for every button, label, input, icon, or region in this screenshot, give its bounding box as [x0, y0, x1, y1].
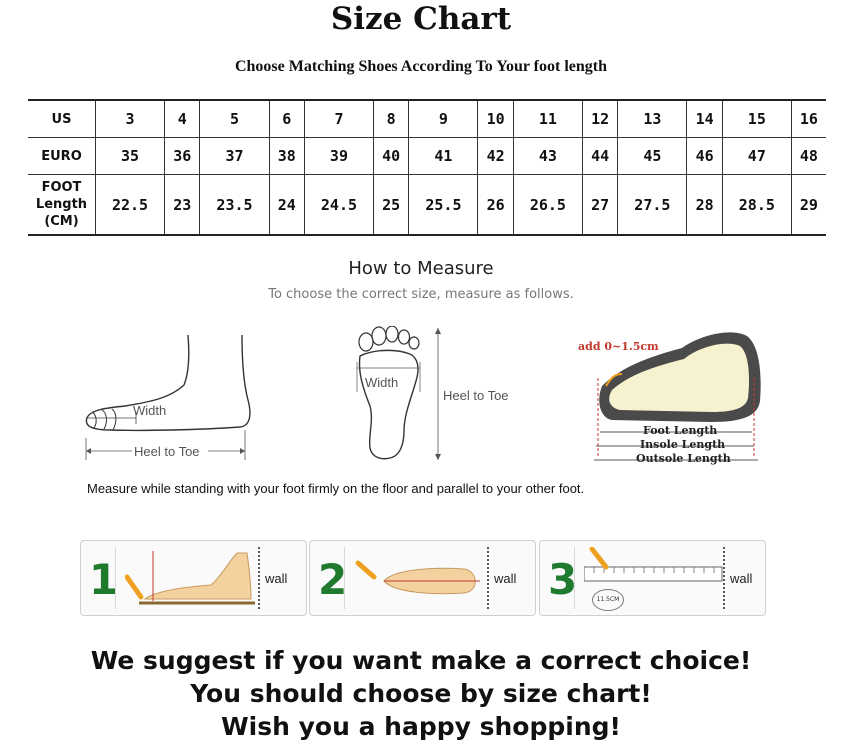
add-allowance-label: add 0~1.5cm	[578, 340, 659, 353]
step-number: 1	[89, 555, 119, 604]
euro-size: 42	[478, 138, 513, 175]
closing-line-2: You should choose by size chart!	[190, 679, 652, 708]
step-divider	[574, 547, 575, 609]
us-size: 4	[165, 100, 200, 138]
us-size: 14	[687, 100, 722, 138]
row-header-line: Length	[35, 197, 88, 212]
how-to-measure-title: How to Measure	[348, 258, 494, 279]
euro-size: 36	[165, 138, 200, 175]
euro-size: 43	[513, 138, 582, 175]
us-size: 8	[373, 100, 408, 138]
foot-length-cm: 25.5	[409, 175, 478, 236]
step-2-foot-icon	[354, 547, 494, 609]
foot-length-cm: 26.5	[513, 175, 582, 236]
foot-length-cm: 23.5	[200, 175, 269, 236]
step-1-foot-icon	[125, 547, 265, 609]
page-title: Size Chart	[330, 1, 512, 37]
euro-size: 37	[200, 138, 269, 175]
how-to-measure-subtitle: To choose the correct size, measure as follows.	[268, 287, 574, 302]
euro-size: 44	[582, 138, 617, 175]
insole-length-label: Insole Length	[640, 438, 726, 451]
foot-length-cm: 29	[791, 175, 826, 236]
size-row-foot-length	[28, 175, 826, 236]
size-table	[28, 99, 826, 236]
row-header-us: US	[28, 100, 96, 138]
side-width-label: Width	[133, 403, 167, 418]
closing-line-1: We suggest if you want make a correct choice!	[90, 646, 752, 675]
us-size: 16	[791, 100, 826, 138]
euro-size: 47	[722, 138, 791, 175]
foot-length-cm: 24	[269, 175, 304, 236]
wall-icon	[484, 547, 492, 609]
ruler-reading-text: 11.5CM	[596, 596, 620, 603]
wall-label: wall	[730, 571, 753, 586]
foot-length-cm: 26	[478, 175, 513, 236]
us-size: 6	[269, 100, 304, 138]
row-header-line: (CM)	[44, 214, 79, 229]
row-header-line: FOOT	[41, 180, 82, 195]
us-size: 12	[582, 100, 617, 138]
us-size: 5	[200, 100, 269, 138]
side-heel-toe-label: Heel to Toe	[134, 444, 200, 459]
foot-length-cm: 27	[582, 175, 617, 236]
foot-length-label: Foot Length	[643, 424, 718, 437]
foot-length-cm: 22.5	[96, 175, 165, 236]
us-size: 15	[722, 100, 791, 138]
step-divider	[344, 547, 345, 609]
step-3-panel	[539, 540, 766, 616]
us-size: 11	[513, 100, 582, 138]
euro-size: 39	[304, 138, 373, 175]
euro-size: 41	[409, 138, 478, 175]
foot-length-cm: 25	[373, 175, 408, 236]
step-number: 3	[548, 555, 578, 604]
page-subtitle: Choose Matching Shoes According To Your foot length	[234, 58, 608, 75]
us-size: 10	[478, 100, 513, 138]
sole-width-label: Width	[365, 375, 399, 390]
row-header-foot-length	[28, 175, 96, 236]
wall-label: wall	[494, 571, 517, 586]
euro-size: 40	[373, 138, 408, 175]
us-size: 3	[96, 100, 165, 138]
foot-length-cm: 28.5	[722, 175, 791, 236]
foot-length-cm: 27.5	[618, 175, 687, 236]
foot-length-cm: 23	[165, 175, 200, 236]
step-1-panel	[80, 540, 307, 616]
closing-line-3: Wish you a happy shopping!	[221, 712, 621, 741]
euro-size: 46	[687, 138, 722, 175]
euro-size: 45	[618, 138, 687, 175]
wall-icon	[720, 547, 728, 609]
row-header-euro: EURO	[28, 138, 96, 175]
sole-heel-toe-label: Heel to Toe	[443, 388, 509, 403]
outsole-length-label: Outsole Length	[636, 452, 731, 465]
foot-length-cm: 24.5	[304, 175, 373, 236]
us-size: 7	[304, 100, 373, 138]
us-size: 13	[618, 100, 687, 138]
wall-icon	[255, 547, 263, 609]
foot-length-cm: 28	[687, 175, 722, 236]
euro-size: 38	[269, 138, 304, 175]
us-size: 9	[409, 100, 478, 138]
step-number: 2	[318, 555, 348, 604]
euro-size: 35	[96, 138, 165, 175]
size-row-us	[28, 100, 826, 138]
step-divider	[115, 547, 116, 609]
step-3-ruler-icon	[584, 547, 724, 587]
wall-label: wall	[265, 571, 288, 586]
ruler-reading-badge	[592, 589, 624, 611]
measure-instruction: Measure while standing with your foot firmly on the floor and parallel to your other foot.	[87, 481, 585, 496]
euro-size: 48	[791, 138, 826, 175]
step-2-panel	[309, 540, 536, 616]
size-row-euro	[28, 138, 826, 175]
